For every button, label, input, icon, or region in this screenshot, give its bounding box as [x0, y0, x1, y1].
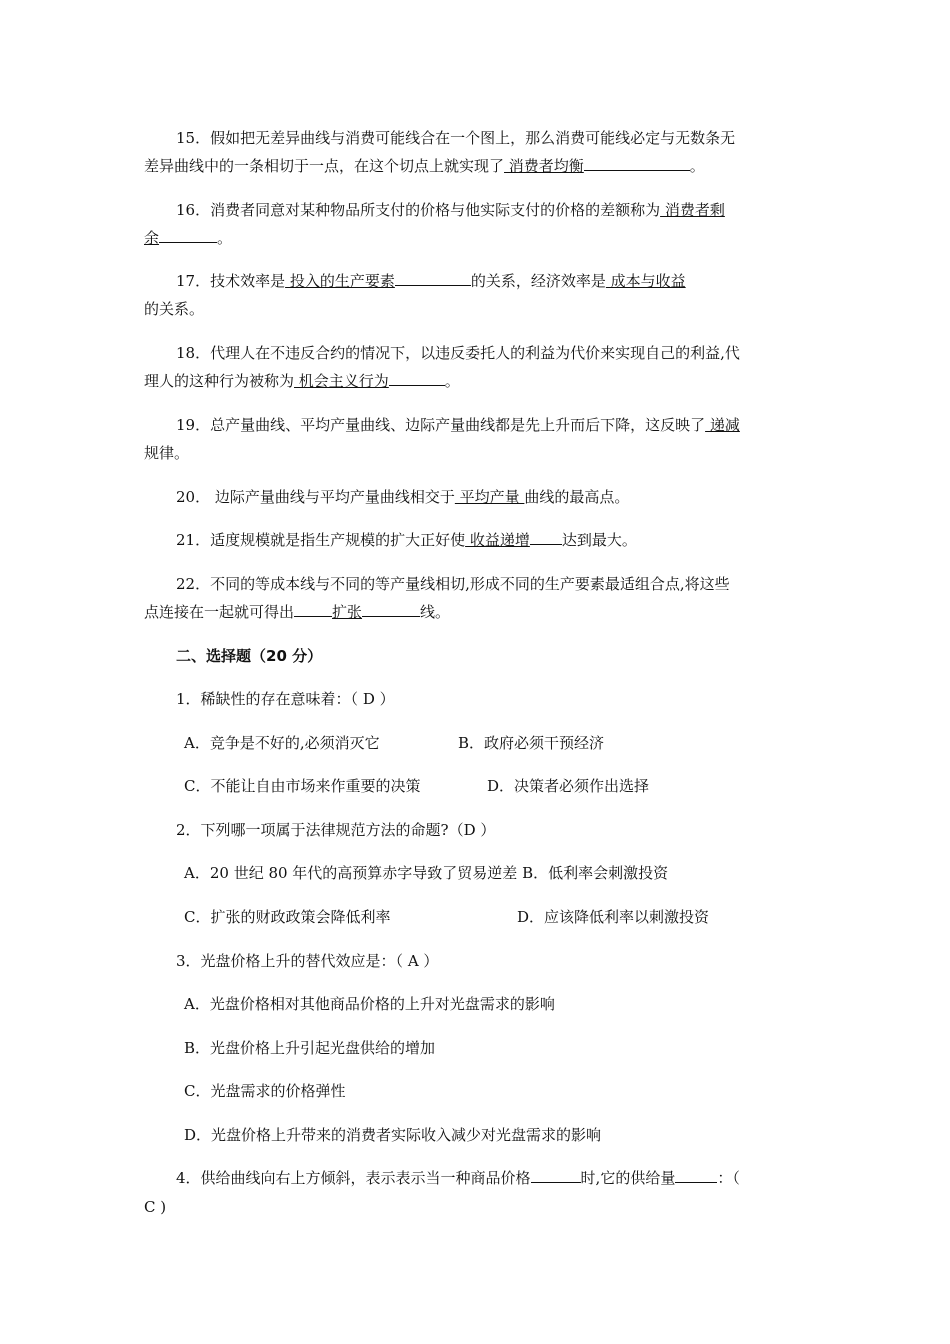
q21-line	[176, 530, 637, 550]
c4-text-b: 时,它的供给量	[580, 1169, 676, 1187]
section-title: 二、选择题（20 分）	[176, 647, 323, 665]
c3-option-b: B．光盘价格上升引起光盘供给的增加	[184, 1039, 436, 1057]
q16-end: 。	[217, 229, 233, 247]
q17-text-b: 的关系，经济效率是	[470, 272, 606, 290]
q17-line2: 的关系。	[144, 300, 205, 318]
c3-question: 3．光盘价格上升的替代效应是：（ A ）	[176, 952, 439, 970]
q22-line2	[144, 602, 450, 622]
q21-end: 达到最大。	[561, 531, 637, 549]
q16-blank	[159, 228, 217, 243]
c1-option-c: C．不能让自由市场来作重要的决策	[184, 777, 421, 795]
c1-option-a: A．竞争是不好的,必须消灭它	[184, 734, 380, 752]
q18-line1: 18．代理人在不违反合约的情况下，以违反委托人的利益为代价来实现自己的利益,代	[176, 344, 740, 362]
q17-blank1	[395, 271, 471, 286]
q21-answer: 收益递增	[465, 531, 530, 549]
c1-option-b: B．政府必须干预经济	[458, 734, 605, 752]
q15-line2	[144, 156, 705, 176]
q20-text: 20． 边际产量曲线与平均产量曲线相交于	[176, 488, 455, 506]
q22-blank-a	[294, 602, 332, 617]
q22-blank-b	[362, 602, 420, 617]
c2-question: 2．下列哪一项属于法律规范方法的命题?（D ）	[176, 821, 496, 839]
q18-text: 理人的这种行为被称为	[144, 372, 295, 390]
q22-end: 线。	[420, 603, 451, 621]
c4-blank1	[531, 1168, 581, 1183]
c4-line1	[176, 1168, 740, 1188]
q15-end: 。	[689, 157, 705, 175]
c3-option-c: C．光盘需求的价格弹性	[184, 1082, 346, 1100]
c3-option-d: D．光盘价格上升带来的消费者实际收入减少对光盘需求的影响	[184, 1126, 602, 1144]
c4-text-c: ：（	[717, 1169, 740, 1187]
c4-blank2	[675, 1168, 717, 1183]
q16-line1	[176, 200, 725, 220]
q22-answer: 扩张	[332, 603, 363, 621]
q16-answer-b: 余	[144, 229, 160, 247]
c2-option-d: D．应该降低利率以刺激投资	[517, 908, 710, 926]
q17-line1	[176, 271, 686, 291]
q16-answer-a: 消费者剩	[660, 201, 725, 219]
q15-blank	[584, 156, 690, 171]
q21-blank	[530, 530, 562, 545]
c1-question: 1．稀缺性的存在意味着：（ D ）	[176, 690, 395, 708]
q19-line1	[176, 415, 740, 435]
c4-text-a: 4．供给曲线向右上方倾斜，表示表示当一种商品价格	[176, 1169, 531, 1187]
q18-line2	[144, 371, 460, 391]
q19-answer: 递减	[705, 416, 740, 434]
q20-answer: 平均产量	[454, 488, 525, 506]
q18-blank	[389, 371, 445, 386]
q15-line1: 15．假如把无差异曲线与消费可能线合在一个图上，那么消费可能线必定与无数条无	[176, 129, 736, 147]
q19-line2: 规律。	[144, 444, 190, 462]
q22-text: 点连接在一起就可得出	[144, 603, 295, 621]
q20-line	[176, 487, 629, 507]
q21-text: 21．适度规模就是指生产规模的扩大正好使	[176, 531, 466, 549]
c4-line2: C )	[144, 1198, 167, 1216]
c1-option-d: D．决策者必须作出选择	[487, 777, 650, 795]
c3-option-a: A．光盘价格相对其他商品价格的上升对光盘需求的影响	[184, 995, 555, 1013]
q15-answer: 消费者均衡	[504, 157, 584, 175]
q18-answer: 机会主义行为	[294, 372, 389, 390]
q16-line2	[144, 228, 232, 248]
c2-option-c: C．扩张的财政政策会降低利率	[184, 908, 391, 926]
q17-text-a: 17．技术效率是	[176, 272, 286, 290]
q17-answer2: 成本与收益	[605, 272, 686, 290]
q22-line1: 22．不同的等成本线与不同的等产量线相切,形成不同的生产要素最适组合点,将这些	[176, 575, 730, 593]
q20-end: 曲线的最高点。	[524, 488, 630, 506]
q18-end: 。	[444, 372, 460, 390]
c2-option-a: A．20 世纪 80 年代的高预算赤字导致了贸易逆差 B．低利率会刺激投资	[184, 864, 669, 882]
q17-answer1: 投入的生产要素	[285, 272, 395, 290]
q19-text: 19．总产量曲线、平均产量曲线、边际产量曲线都是先上升而后下降，这反映了	[176, 416, 706, 434]
q15-text: 差异曲线中的一条相切于一点，在这个切点上就实现了	[144, 157, 505, 175]
q16-text: 16．消费者同意对某种物品所支付的价格与他实际支付的价格的差额称为	[176, 201, 661, 219]
